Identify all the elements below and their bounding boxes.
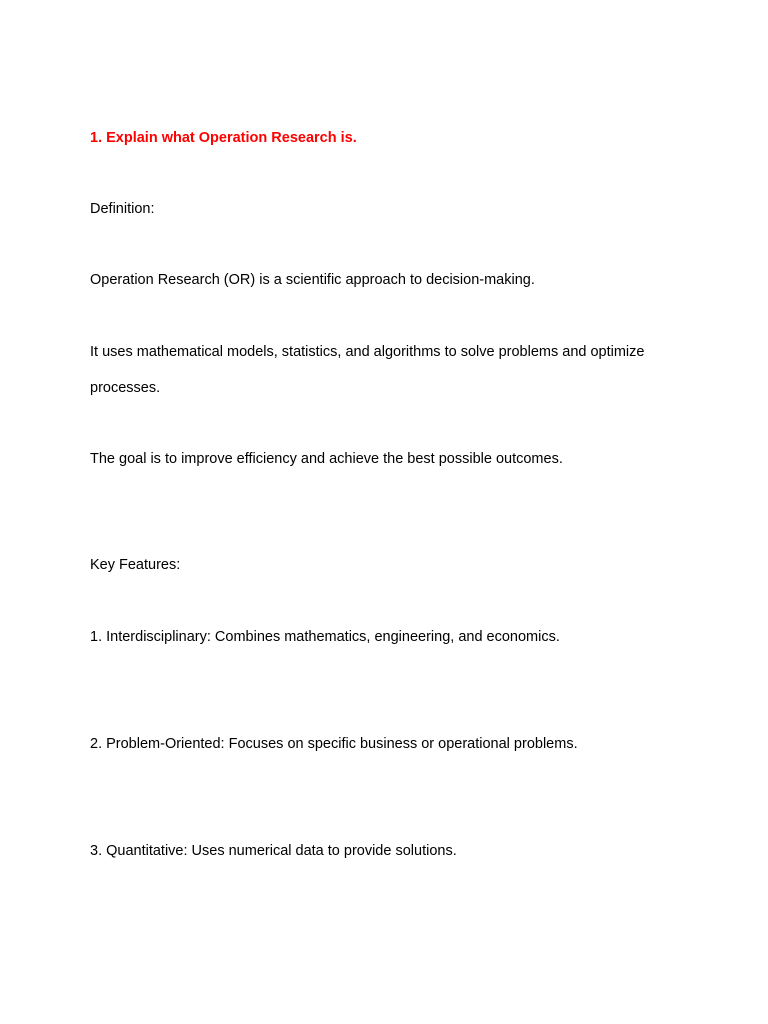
definition-point-2-line-1: It uses mathematical models, statistics, and algorithms to solve problems and optimize xyxy=(90,344,645,360)
definition-point-3: The goal is to improve efficiency and achieve the best possible outcomes. xyxy=(90,451,563,467)
key-feature-item: 1. Interdisciplinary: Combines mathematics, engineering, and economics. xyxy=(90,629,560,645)
definition-label: Definition: xyxy=(90,201,155,217)
definition-point-1: Operation Research (OR) is a scientific approach to decision-making. xyxy=(90,272,535,288)
key-feature-item: 3. Quantitative: Uses numerical data to provide solutions. xyxy=(90,843,457,859)
question-heading: 1. Explain what Operation Research is. xyxy=(90,130,357,146)
key-feature-item: 2. Problem-Oriented: Focuses on specific business or operational problems. xyxy=(90,736,578,752)
definition-point-2-line-2: processes. xyxy=(90,380,161,396)
key-features-label: Key Features: xyxy=(90,557,181,573)
